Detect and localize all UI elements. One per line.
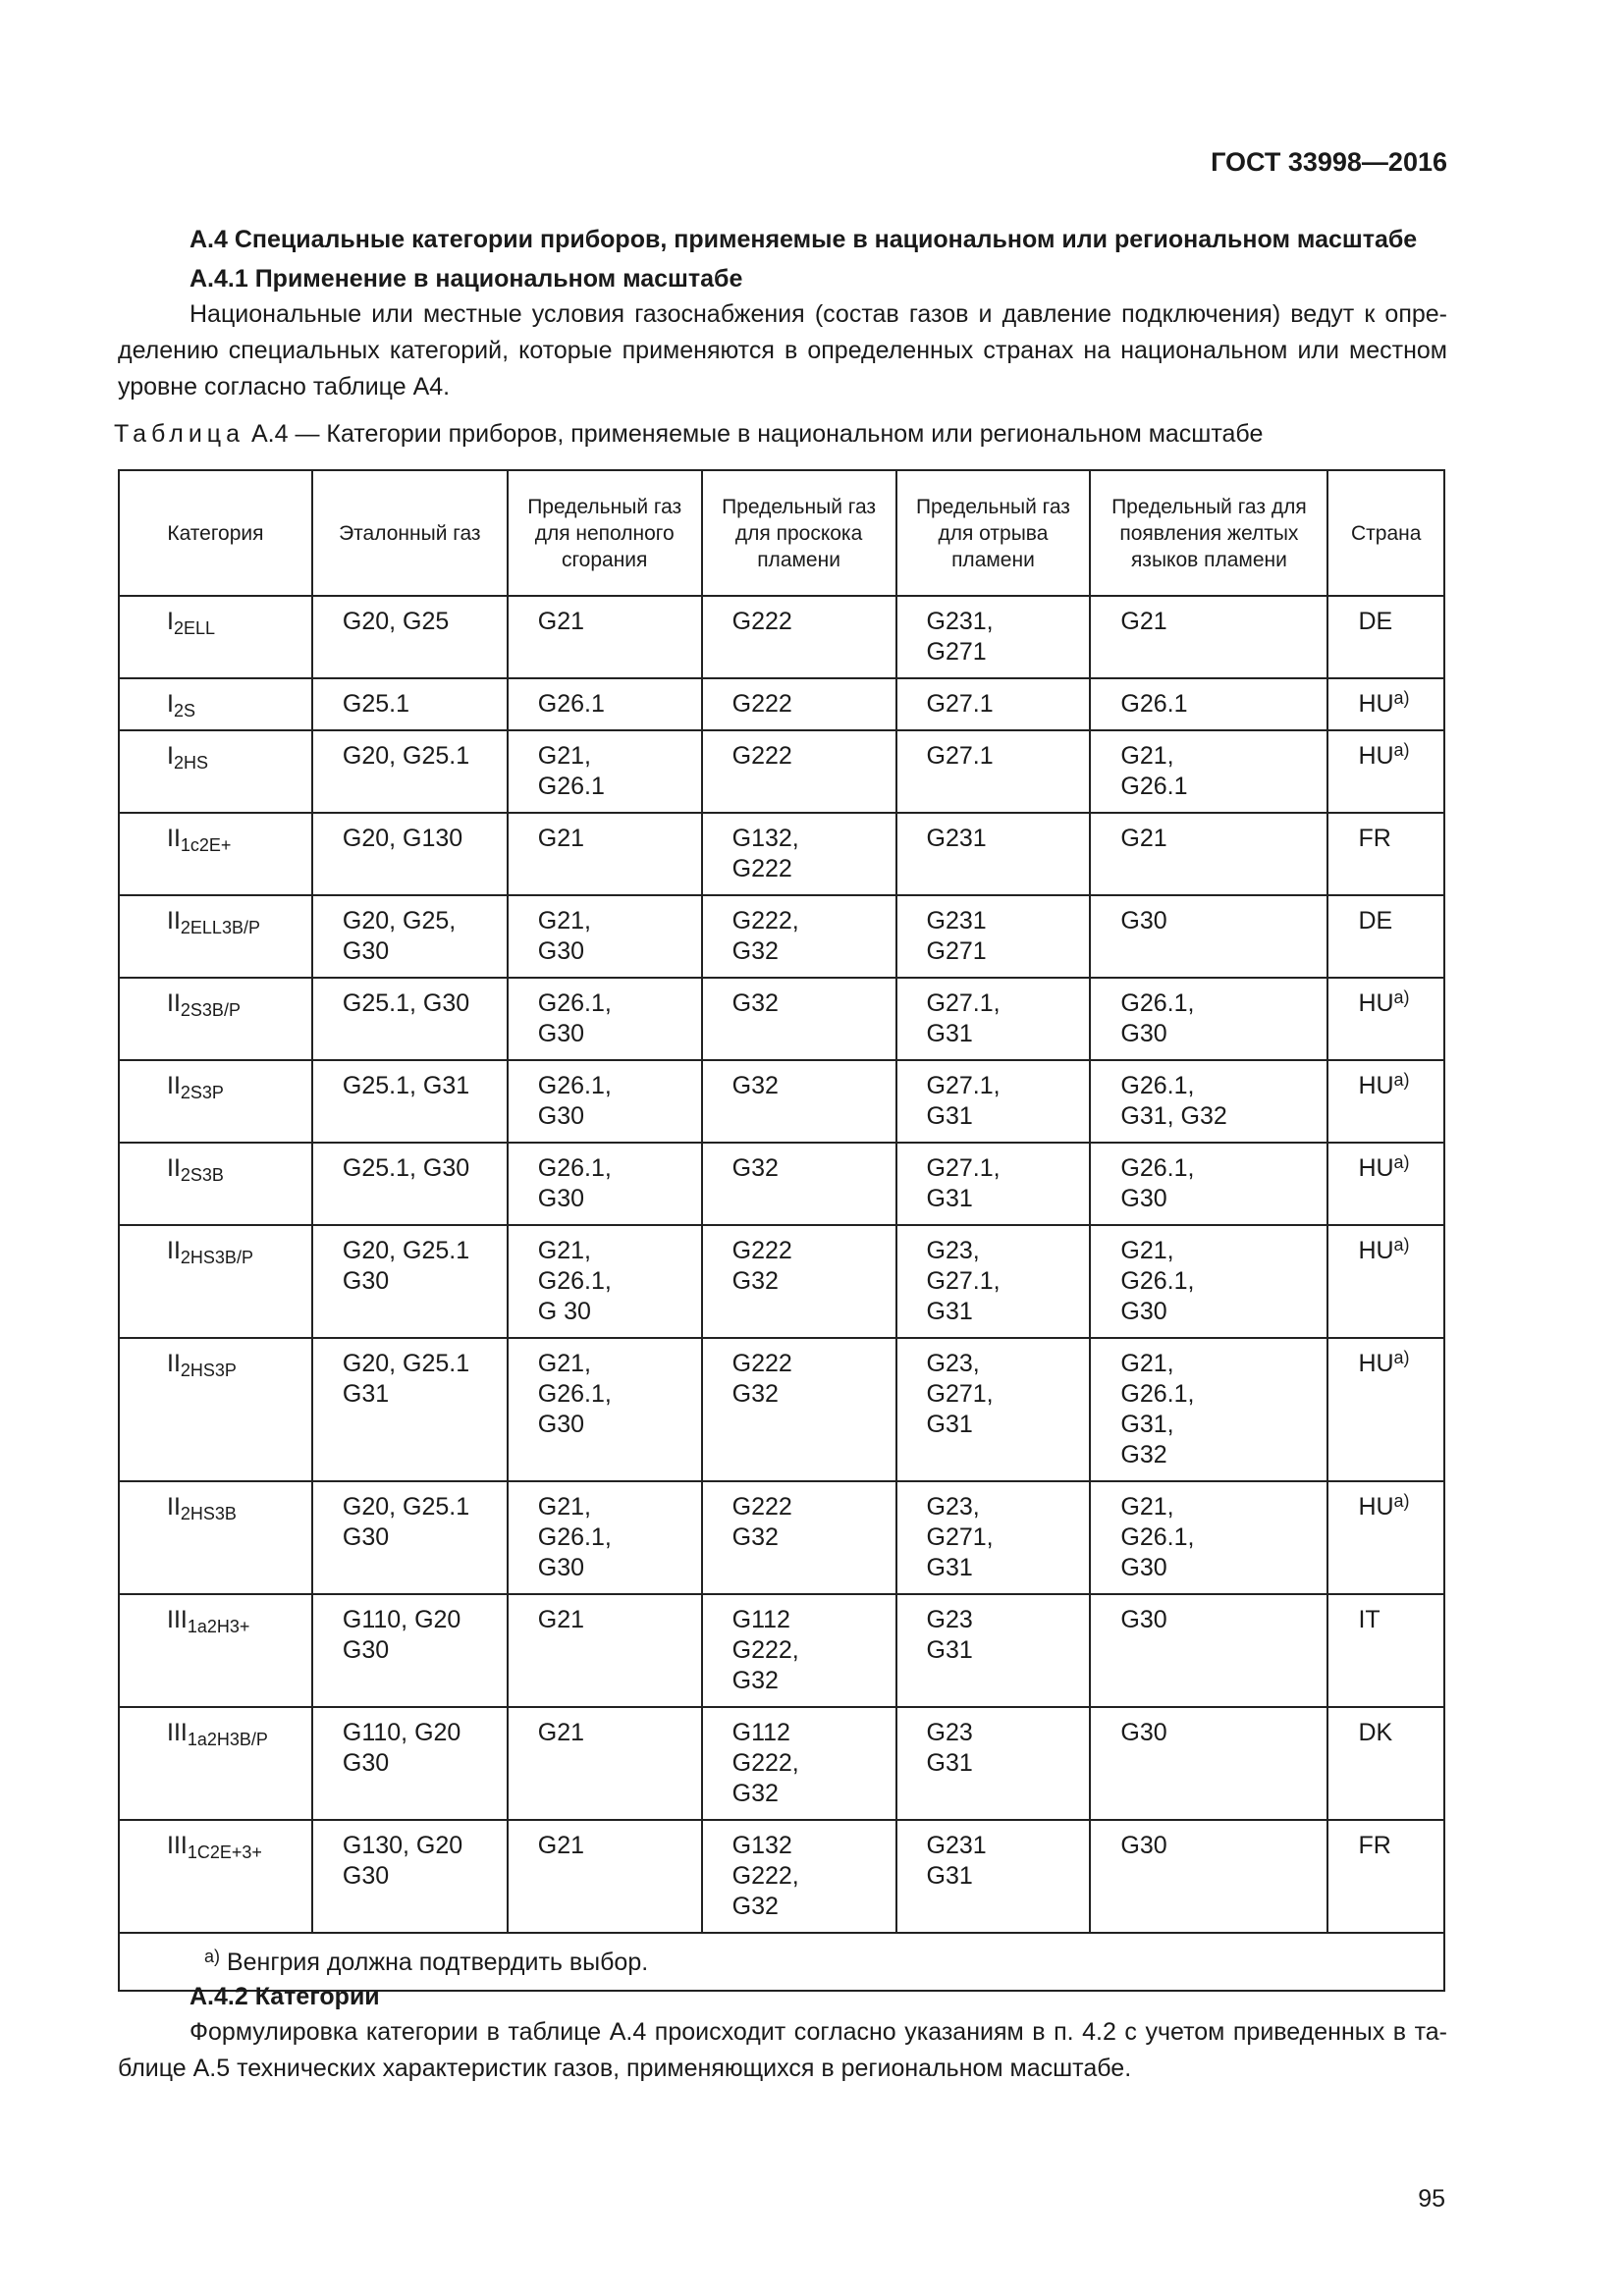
cell-reference-gas: G20, G25.1 G30 bbox=[312, 1481, 508, 1594]
cell-yellow-tips: G26.1, G30 bbox=[1090, 978, 1327, 1060]
table-row bbox=[119, 1707, 1444, 1820]
categories-table bbox=[118, 469, 1445, 1992]
category-main: II bbox=[167, 1154, 181, 1182]
cell-reference-gas: G25.1, G30 bbox=[312, 978, 508, 1060]
header-light-back: Предельный газ для проскока пламени bbox=[702, 470, 896, 596]
cell-reference-gas: G20, G25 bbox=[312, 596, 508, 678]
section-a42-paragraph bbox=[118, 2014, 1447, 2087]
category-subscript: 2ELL bbox=[173, 618, 215, 638]
category-subscript: 2HS3P bbox=[180, 1361, 237, 1380]
cell-flame-lift: G23 G31 bbox=[896, 1594, 1091, 1707]
cell-reference-gas: G130, G20 G30 bbox=[312, 1820, 508, 1933]
cell-light-back: G222 G32 bbox=[702, 1338, 896, 1481]
cell-country bbox=[1327, 1143, 1444, 1225]
paragraph-line: уровне согласно таблице А4. bbox=[118, 373, 451, 400]
cell-flame-lift: G23 G31 bbox=[896, 1707, 1091, 1820]
table-row bbox=[119, 1820, 1444, 1933]
cell-flame-lift: G23, G271, G31 bbox=[896, 1481, 1091, 1594]
cell-category bbox=[119, 678, 312, 730]
cell-light-back: G222, G32 bbox=[702, 895, 896, 978]
category-main: II bbox=[167, 907, 181, 934]
country-footnote-mark: a) bbox=[1393, 1348, 1410, 1367]
paragraph-line: Формулировка категории в таблице А.4 происходит согласно указаниям в п. 4.2 с учетом приведенных в та- bbox=[189, 2018, 1447, 2046]
table-row bbox=[119, 813, 1444, 895]
category-main: II bbox=[167, 1350, 181, 1377]
category-main: I bbox=[167, 690, 174, 718]
cell-flame-lift: G27.1 bbox=[896, 730, 1091, 813]
cell-yellow-tips: G26.1, G31, G32 bbox=[1090, 1060, 1327, 1143]
category-subscript: 1a2H3B/P bbox=[187, 1730, 268, 1749]
section-a41-paragraph bbox=[118, 296, 1447, 405]
cell-category bbox=[119, 895, 312, 978]
cell-category bbox=[119, 1225, 312, 1338]
cell-country bbox=[1327, 1707, 1444, 1820]
country-footnote-mark: a) bbox=[1393, 1235, 1410, 1255]
country-code: DK bbox=[1358, 1719, 1393, 1746]
footnote-mark: a) bbox=[204, 1947, 221, 1966]
cell-flame-lift: G231, G271 bbox=[896, 596, 1091, 678]
country-code: DE bbox=[1358, 907, 1393, 934]
table-row bbox=[119, 978, 1444, 1060]
cell-incomplete-combustion: G26.1 bbox=[508, 678, 702, 730]
category-subscript: 2S3B/P bbox=[180, 1000, 241, 1020]
cell-reference-gas: G20, G25, G30 bbox=[312, 895, 508, 978]
cell-reference-gas: G20, G25.1 bbox=[312, 730, 508, 813]
cell-light-back: G222 bbox=[702, 730, 896, 813]
cell-flame-lift: G27.1, G31 bbox=[896, 1060, 1091, 1143]
category-subscript: 2S bbox=[173, 701, 195, 721]
cell-yellow-tips: G26.1 bbox=[1090, 678, 1327, 730]
cell-light-back: G132, G222 bbox=[702, 813, 896, 895]
table-row bbox=[119, 1594, 1444, 1707]
cell-incomplete-combustion: G21 bbox=[508, 1594, 702, 1707]
cell-country bbox=[1327, 1338, 1444, 1481]
cell-flame-lift: G231 bbox=[896, 813, 1091, 895]
cell-category bbox=[119, 596, 312, 678]
cell-incomplete-combustion: G26.1, G30 bbox=[508, 978, 702, 1060]
cell-category bbox=[119, 730, 312, 813]
paragraph-line: Национальные или местные условия газоснабжения (состав газов и давление подключения) ведут к опре- bbox=[189, 300, 1447, 328]
country-footnote-mark: a) bbox=[1393, 1491, 1410, 1511]
cell-reference-gas: G25.1, G31 bbox=[312, 1060, 508, 1143]
cell-country bbox=[1327, 978, 1444, 1060]
cell-country bbox=[1327, 895, 1444, 978]
cell-light-back: G132 G222, G32 bbox=[702, 1820, 896, 1933]
header-category: Категория bbox=[119, 470, 312, 596]
category-main: III bbox=[167, 1832, 188, 1859]
cell-yellow-tips: G30 bbox=[1090, 1594, 1327, 1707]
table-caption-text: А.4 — Категории приборов, применяемые в национальном или региональном масштабе bbox=[244, 420, 1264, 448]
header-country: Страна bbox=[1327, 470, 1444, 596]
cell-yellow-tips: G21, G26.1, G31, G32 bbox=[1090, 1338, 1327, 1481]
category-subscript: 1a2H3+ bbox=[187, 1617, 250, 1636]
category-main: II bbox=[167, 989, 181, 1017]
country-footnote-mark: a) bbox=[1393, 988, 1410, 1007]
cell-category bbox=[119, 1143, 312, 1225]
category-subscript: 2HS3B bbox=[180, 1504, 237, 1523]
cell-country bbox=[1327, 813, 1444, 895]
country-code: HU bbox=[1358, 989, 1394, 1017]
cell-country bbox=[1327, 730, 1444, 813]
cell-incomplete-combustion: G21, G26.1, G30 bbox=[508, 1338, 702, 1481]
cell-yellow-tips: G21, G26.1, G30 bbox=[1090, 1481, 1327, 1594]
category-subscript: 2HS bbox=[173, 753, 208, 773]
cell-flame-lift: G27.1, G31 bbox=[896, 1143, 1091, 1225]
cell-yellow-tips: G30 bbox=[1090, 1707, 1327, 1820]
cell-incomplete-combustion: G26.1, G30 bbox=[508, 1060, 702, 1143]
header-flame-lift: Предельный газ для отрыва пламени bbox=[896, 470, 1091, 596]
cell-category bbox=[119, 1060, 312, 1143]
cell-light-back: G112 G222, G32 bbox=[702, 1594, 896, 1707]
cell-incomplete-combustion: G21 bbox=[508, 1820, 702, 1933]
cell-flame-lift: G23, G271, G31 bbox=[896, 1338, 1091, 1481]
country-code: HU bbox=[1358, 1072, 1394, 1099]
standard-code: ГОСТ 33998—2016 bbox=[1211, 147, 1447, 177]
country-code: IT bbox=[1358, 1606, 1380, 1633]
cell-flame-lift: G27.1 bbox=[896, 678, 1091, 730]
section-a42-heading: А.4.2 Категории bbox=[189, 1983, 380, 2010]
category-subscript: 2ELL3B/P bbox=[180, 918, 260, 937]
table-row bbox=[119, 1338, 1444, 1481]
header-yellow-tips: Предельный газ для появления желтых языков пламени bbox=[1090, 470, 1327, 596]
cell-incomplete-combustion: G21, G26.1, G 30 bbox=[508, 1225, 702, 1338]
category-main: II bbox=[167, 1493, 181, 1521]
table-row bbox=[119, 895, 1444, 978]
category-main: II bbox=[167, 1072, 181, 1099]
cell-yellow-tips: G21, G26.1, G30 bbox=[1090, 1225, 1327, 1338]
table-row bbox=[119, 596, 1444, 678]
table-row bbox=[119, 1225, 1444, 1338]
country-code: HU bbox=[1358, 1493, 1394, 1521]
country-footnote-mark: a) bbox=[1393, 1070, 1410, 1090]
cell-yellow-tips: G21 bbox=[1090, 813, 1327, 895]
cell-category bbox=[119, 1594, 312, 1707]
cell-incomplete-combustion: G21, G26.1 bbox=[508, 730, 702, 813]
category-main: I bbox=[167, 608, 174, 635]
cell-light-back: G222 bbox=[702, 596, 896, 678]
cell-incomplete-combustion: G21 bbox=[508, 813, 702, 895]
country-footnote-mark: a) bbox=[1393, 1152, 1410, 1172]
category-main: I bbox=[167, 742, 174, 770]
category-main: II bbox=[167, 1237, 181, 1264]
cell-country bbox=[1327, 1820, 1444, 1933]
cell-category bbox=[119, 1481, 312, 1594]
cell-reference-gas: G20, G25.1 G30 bbox=[312, 1225, 508, 1338]
cell-flame-lift: G27.1, G31 bbox=[896, 978, 1091, 1060]
category-subscript: 1C2E+3+ bbox=[187, 1842, 262, 1862]
cell-flame-lift: G23, G27.1, G31 bbox=[896, 1225, 1091, 1338]
cell-category bbox=[119, 1338, 312, 1481]
category-main: III bbox=[167, 1606, 188, 1633]
cell-reference-gas: G110, G20 G30 bbox=[312, 1707, 508, 1820]
cell-incomplete-combustion: G21, G30 bbox=[508, 895, 702, 978]
country-code: HU bbox=[1358, 1350, 1394, 1377]
cell-yellow-tips: G21 bbox=[1090, 596, 1327, 678]
cell-light-back: G32 bbox=[702, 1060, 896, 1143]
cell-category bbox=[119, 813, 312, 895]
table-row bbox=[119, 1060, 1444, 1143]
cell-light-back: G222 G32 bbox=[702, 1481, 896, 1594]
cell-incomplete-combustion: G26.1, G30 bbox=[508, 1143, 702, 1225]
cell-light-back: G32 bbox=[702, 978, 896, 1060]
section-a41-heading: А.4.1 Применение в национальном масштабе bbox=[189, 265, 743, 293]
category-subscript: 1c2E+ bbox=[180, 835, 232, 855]
cell-country bbox=[1327, 1594, 1444, 1707]
country-code: FR bbox=[1358, 1832, 1391, 1859]
section-a4-heading: А.4 Специальные категории приборов, применяемые в национальном или региональном масштабе bbox=[189, 226, 1418, 253]
cell-country bbox=[1327, 1225, 1444, 1338]
cell-light-back: G32 bbox=[702, 1143, 896, 1225]
country-code: HU bbox=[1358, 1237, 1394, 1264]
header-reference-gas: Эталонный газ bbox=[312, 470, 508, 596]
cell-yellow-tips: G26.1, G30 bbox=[1090, 1143, 1327, 1225]
country-code: HU bbox=[1358, 690, 1394, 718]
country-code: HU bbox=[1358, 742, 1394, 770]
cell-flame-lift: G231 G271 bbox=[896, 895, 1091, 978]
cell-country bbox=[1327, 1481, 1444, 1594]
table-caption bbox=[114, 420, 1263, 449]
cell-reference-gas: G20, G25.1 G31 bbox=[312, 1338, 508, 1481]
cell-reference-gas: G25.1, G30 bbox=[312, 1143, 508, 1225]
cell-country bbox=[1327, 678, 1444, 730]
country-code: DE bbox=[1358, 608, 1393, 635]
category-subscript: 2S3P bbox=[180, 1083, 224, 1102]
category-main: III bbox=[167, 1719, 188, 1746]
paragraph-line: делению специальных категорий, которые применяются в определенных странах на национальном или местном bbox=[118, 337, 1447, 364]
page-number: 95 bbox=[1418, 2185, 1445, 2213]
cell-yellow-tips: G30 bbox=[1090, 1820, 1327, 1933]
cell-category bbox=[119, 1820, 312, 1933]
cell-incomplete-combustion: G21 bbox=[508, 1707, 702, 1820]
cell-light-back: G112 G222, G32 bbox=[702, 1707, 896, 1820]
cell-light-back: G222 bbox=[702, 678, 896, 730]
paragraph-line: блице А.5 технических характеристик газов, применяющихся в региональном масштабе. bbox=[118, 2055, 1132, 2082]
cell-reference-gas: G20, G130 bbox=[312, 813, 508, 895]
footnote-text: Венгрия должна подтвердить выбор. bbox=[220, 1949, 649, 1976]
cell-light-back: G222 G32 bbox=[702, 1225, 896, 1338]
cell-country bbox=[1327, 596, 1444, 678]
cell-reference-gas: G25.1 bbox=[312, 678, 508, 730]
cell-yellow-tips: G21, G26.1 bbox=[1090, 730, 1327, 813]
table-row bbox=[119, 678, 1444, 730]
table-row bbox=[119, 1481, 1444, 1594]
table-caption-prefix: Таблица bbox=[114, 420, 245, 448]
category-subscript: 2S3B bbox=[180, 1165, 224, 1185]
header-incomplete-combustion: Предельный газ для неполного сгорания bbox=[508, 470, 702, 596]
country-code: HU bbox=[1358, 1154, 1394, 1182]
table-row bbox=[119, 730, 1444, 813]
cell-flame-lift: G231 G31 bbox=[896, 1820, 1091, 1933]
cell-country bbox=[1327, 1060, 1444, 1143]
cell-category bbox=[119, 1707, 312, 1820]
cell-incomplete-combustion: G21 bbox=[508, 596, 702, 678]
country-footnote-mark: a) bbox=[1393, 740, 1410, 760]
table-header-row bbox=[119, 470, 1444, 596]
cell-incomplete-combustion: G21, G26.1, G30 bbox=[508, 1481, 702, 1594]
cell-reference-gas: G110, G20 G30 bbox=[312, 1594, 508, 1707]
category-subscript: 2HS3B/P bbox=[180, 1248, 253, 1267]
country-code: FR bbox=[1358, 825, 1391, 852]
category-main: II bbox=[167, 825, 181, 852]
table-row bbox=[119, 1143, 1444, 1225]
cell-category bbox=[119, 978, 312, 1060]
country-footnote-mark: a) bbox=[1393, 688, 1410, 708]
cell-yellow-tips: G30 bbox=[1090, 895, 1327, 978]
